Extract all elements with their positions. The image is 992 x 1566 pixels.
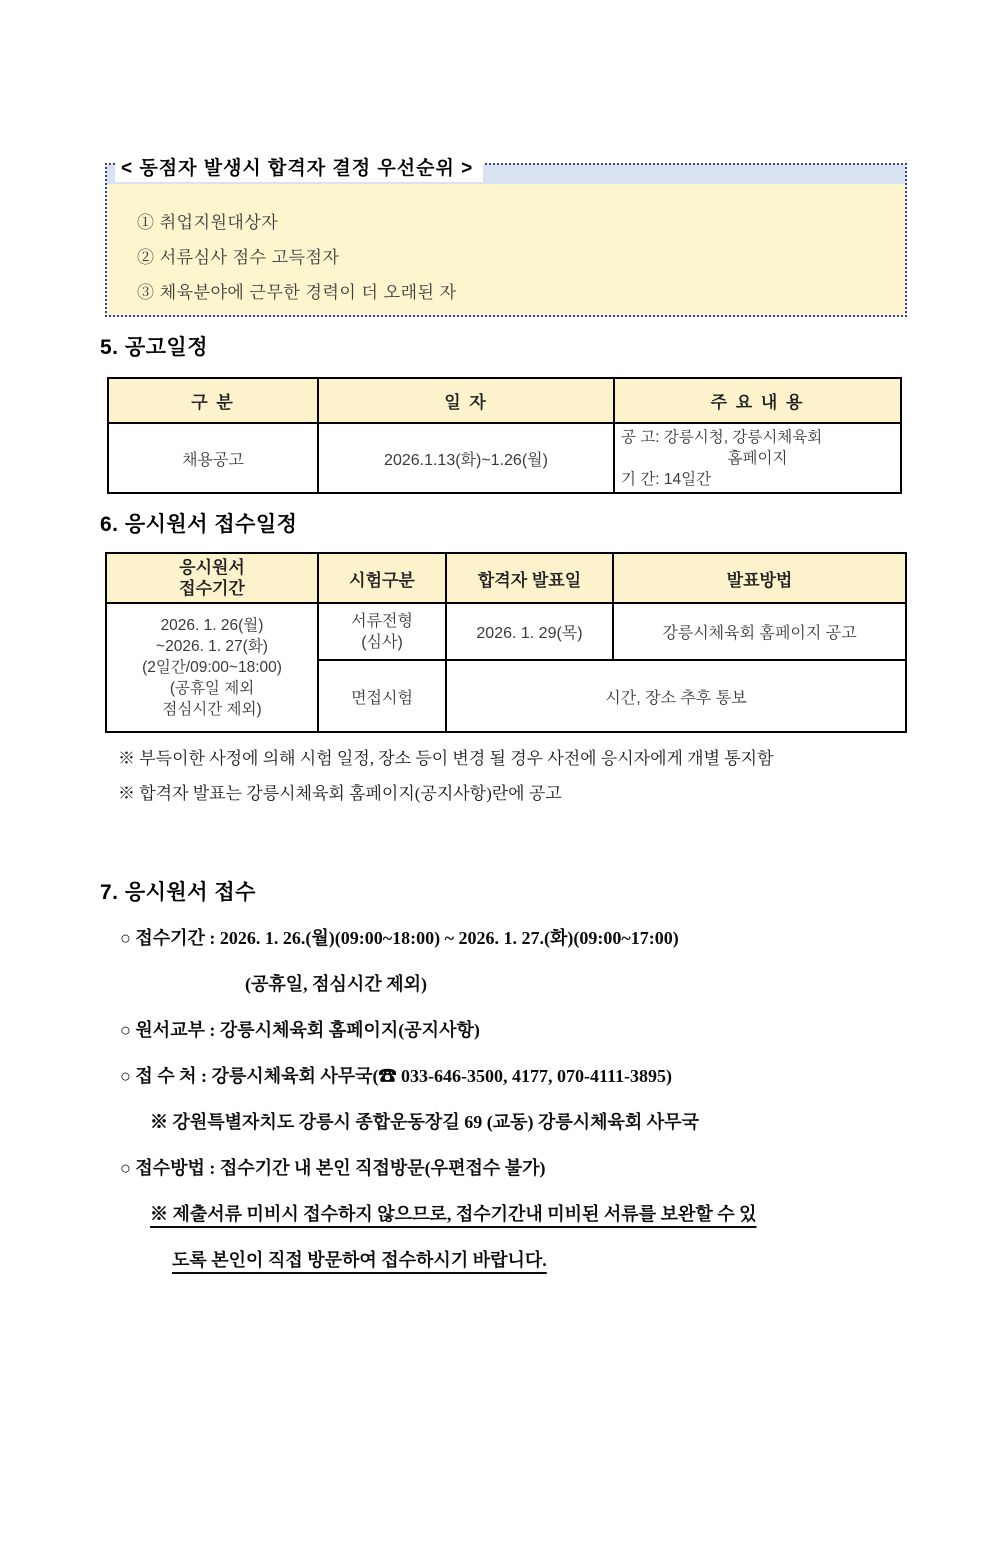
reception-warning-line2: 도록 본인이 직접 방문하여 접수하시기 바랍니다. [172,1250,547,1270]
section6-heading: 6. 응시원서 접수일정 [100,513,298,536]
section7-heading: 7. 응시원서 접수 [100,881,256,904]
table-cell-result-date: 2026. 1. 29(목) [446,603,613,660]
table-header-row [106,553,906,603]
reception-period-line: ○ 접수기간 : 2026. 1. 26.(월)(09:00~18:00) ~ 2026. 1. 27.(화)(09:00~17:00) [120,928,679,948]
table-row [106,603,906,660]
priority-item: ② 서류심사 점수 고득점자 [137,248,340,267]
table-header-cell: 구 분 [108,378,318,423]
table-cell-merged-notice: 시간, 장소 추후 통보 [446,660,906,732]
reception-address-line: ※ 강원특별자치도 강릉시 종합운동장길 69 (교동) 강릉시체육회 사무국 [150,1112,699,1132]
header-line: 접수기간 [179,579,245,598]
announcement-schedule-table [107,377,902,494]
document-page [0,158,992,1566]
reception-method-line: ○ 접수방법 : 접수기간 내 본인 직접방문(우편접수 불가) [120,1158,546,1178]
table-header-cell: 주 요 내 용 [614,378,901,423]
table-cell-exam-type [318,603,446,660]
table-cell-announcement-method: 강릉시체육회 홈페이지 공고 [613,603,906,660]
table-cell-application-period [106,603,318,732]
table-header-cell: 발표방법 [613,553,906,603]
table-cell-details [614,423,901,493]
table-header-cell: 합격자 발표일 [446,553,613,603]
exam-type-line: (심사) [361,633,403,651]
detail-line: 홈페이지 [727,449,788,467]
form-distribution-line: ○ 원서교부 : 강릉시체육회 홈페이지(공지사항) [120,1020,480,1040]
exam-type-line: 서류전형 [351,612,413,630]
table-cell-exam-type: 면접시험 [318,660,446,732]
priority-box-title: < 동점자 발생시 합격자 결정 우선순위 > [115,151,483,182]
table-row [108,423,901,493]
period-line: ~2026. 1. 27(화) [156,638,268,655]
priority-item: ③ 체육분야에 근무한 경력이 더 오래된 자 [137,283,457,302]
priority-item-list [107,165,905,310]
section7-body [0,926,992,1272]
table-cell-category: 채용공고 [108,423,318,493]
reception-period-note-line: (공휴일, 점심시간 제외) [245,974,427,994]
reception-place-line: ○ 접 수 처 : 강릉시체육회 사무국(☎ 033-646-3500, 4177, 070-4111-3895) [120,1066,672,1086]
period-line: 2026. 1. 26(월) [160,617,264,634]
priority-box [105,158,907,317]
note-line: ※ 부득이한 사정에 의해 시험 일정, 장소 등이 변경 될 경우 사전에 응시자에게 개별 통지함 [118,749,774,768]
reception-warning-line1: ※ 제출서류 미비시 접수하지 않으므로, 접수기간내 미비된 서류를 보완할 수 있 [150,1204,757,1224]
table-header-cell [106,553,318,603]
period-line: (공휴일 제외 [169,680,255,697]
period-line: 점심시간 제외) [162,701,262,718]
note-line: ※ 합격자 발표는 강릉시체육회 홈페이지(공지사항)란에 공고 [118,784,562,803]
table-cell-date: 2026.1.13(화)~1.26(월) [318,423,614,493]
header-line: 응시원서 [179,558,245,577]
table-header-cell: 일 자 [318,378,614,423]
priority-item: ① 취업지원대상자 [137,213,279,232]
detail-line: 기 간: 14일간 [621,470,712,488]
table-header-cell: 시험구분 [318,553,446,603]
table-header-row [108,378,901,423]
notes-block [118,747,992,806]
section5-heading: 5. 공고일정 [100,336,208,359]
period-line: (2일간/09:00~18:00) [142,659,282,676]
detail-line: 공 고: 강릉시청, 강릉시체육회 [621,428,823,446]
application-schedule-table [105,552,907,733]
